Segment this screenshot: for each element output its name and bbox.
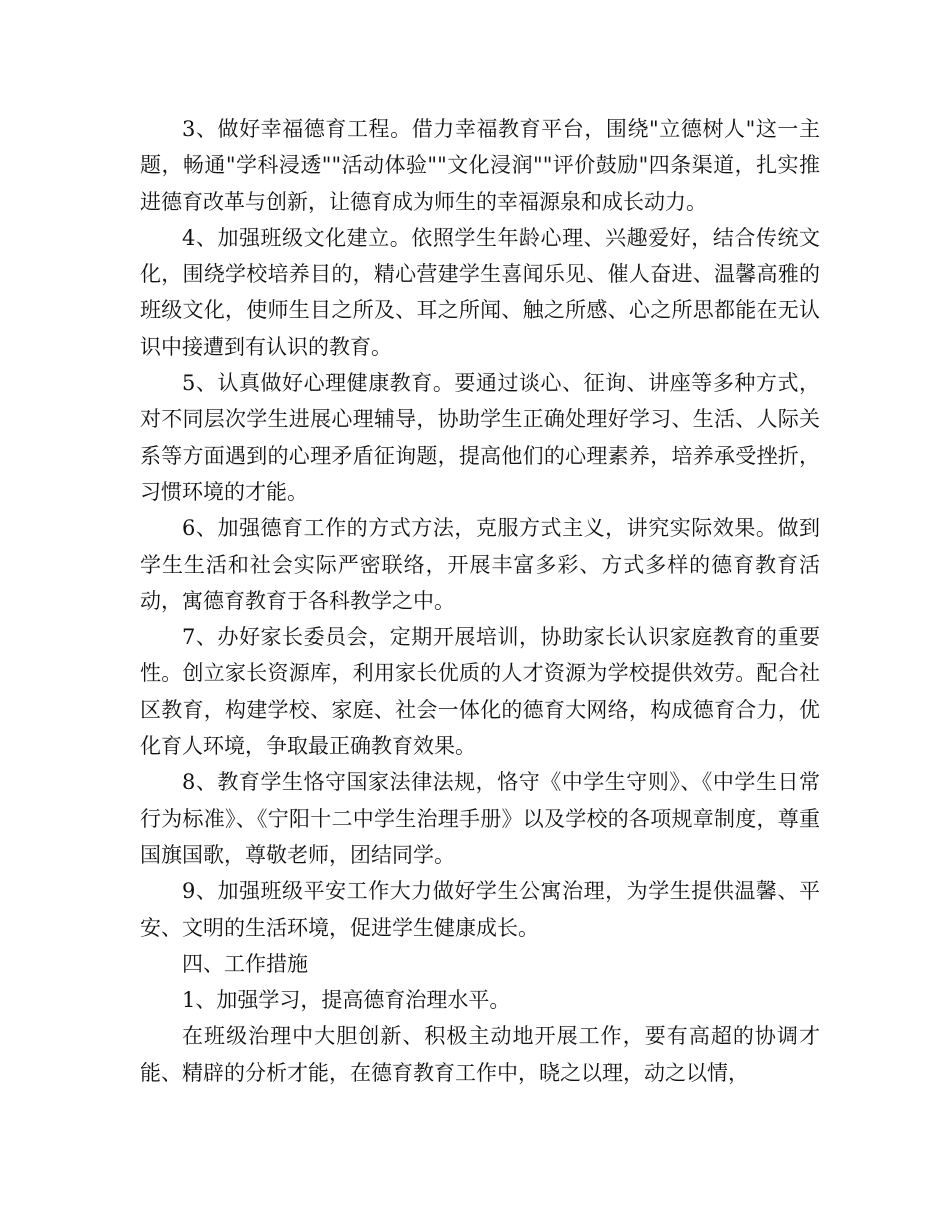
subheading-strengthen-learning: 1、加强学习，提高德育治理水平。 [182,988,511,1013]
paragraph-class-management: 在班级治理中大胆创新、积极主动地开展工作，要有高超的协调才能、精辟的分析才能，在德育教育工作中，晓之以理，动之以情， [140,1024,820,1085]
paragraph-class-safety: 9、加强班级平安工作大力做好学生公寓治理，为学生提供温馨、平安、文明的生活环境，促进学生健康成长。 [140,879,820,940]
paragraph-methods: 6、加强德育工作的方式方法，克服方式主义，讲究实际效果。做到学生生活和社会实际严密联络，开展丰富多彩、方式多样的德育教育活动，寓德育教育于各科教学之中。 [140,516,820,613]
paragraph-class-culture: 4、加强班级文化建立。依照学生年龄心理、兴趣爱好，结合传统文化，围绕学校培养目的，精心营建学生喜闻乐见、催人奋进、温馨高雅的班级文化，使师生目之所及、耳之所闻、触之所感、心之所思都能在无认识中接遭到有认识的教育。 [140,225,820,359]
section-heading-work-measures: 四、工作措施 [182,951,308,976]
paragraph-happy-moral-education: 3、做好幸福德育工程。借力幸福教育平台，围绕"立德树人"这一主题，畅通"学科浸透""活动体验""文化浸润""评价鼓励"四条渠道，扎实推进德育改革与创新，让德育成为师生的幸福源泉和成长动力。 [140,117,820,214]
paragraph-parent-committee: 7、办好家长委员会，定期开展培训，协助家长认识家庭教育的重要性。创立家长资源库，利用家长优质的人才资源为学校提供效劳。配合社区教育，构建学校、家庭、社会一体化的德育大网络，构成德育合力，优化育人环境，争取最正确教育效果。 [140,625,820,759]
paragraph-mental-health: 5、认真做好心理健康教育。要通过谈心、征询、讲座等多种方式，对不同层次学生进展心理辅导，协助学生正确处理好学习、生活、人际关系等方面遇到的心理矛盾征询题，提高他们的心理素养，培养承受挫折，习惯环境的才能。 [140,371,820,504]
paragraph-laws-regulations: 8、教育学生恪守国家法律法规，恪守《中学生守则》、《中学生日常行为标准》、《宁阳十二中学生治理手册》以及学校的各项规章制度，尊重国旗国歌，尊敬老师，团结同学。 [140,770,820,867]
document-page [140,111,820,1091]
